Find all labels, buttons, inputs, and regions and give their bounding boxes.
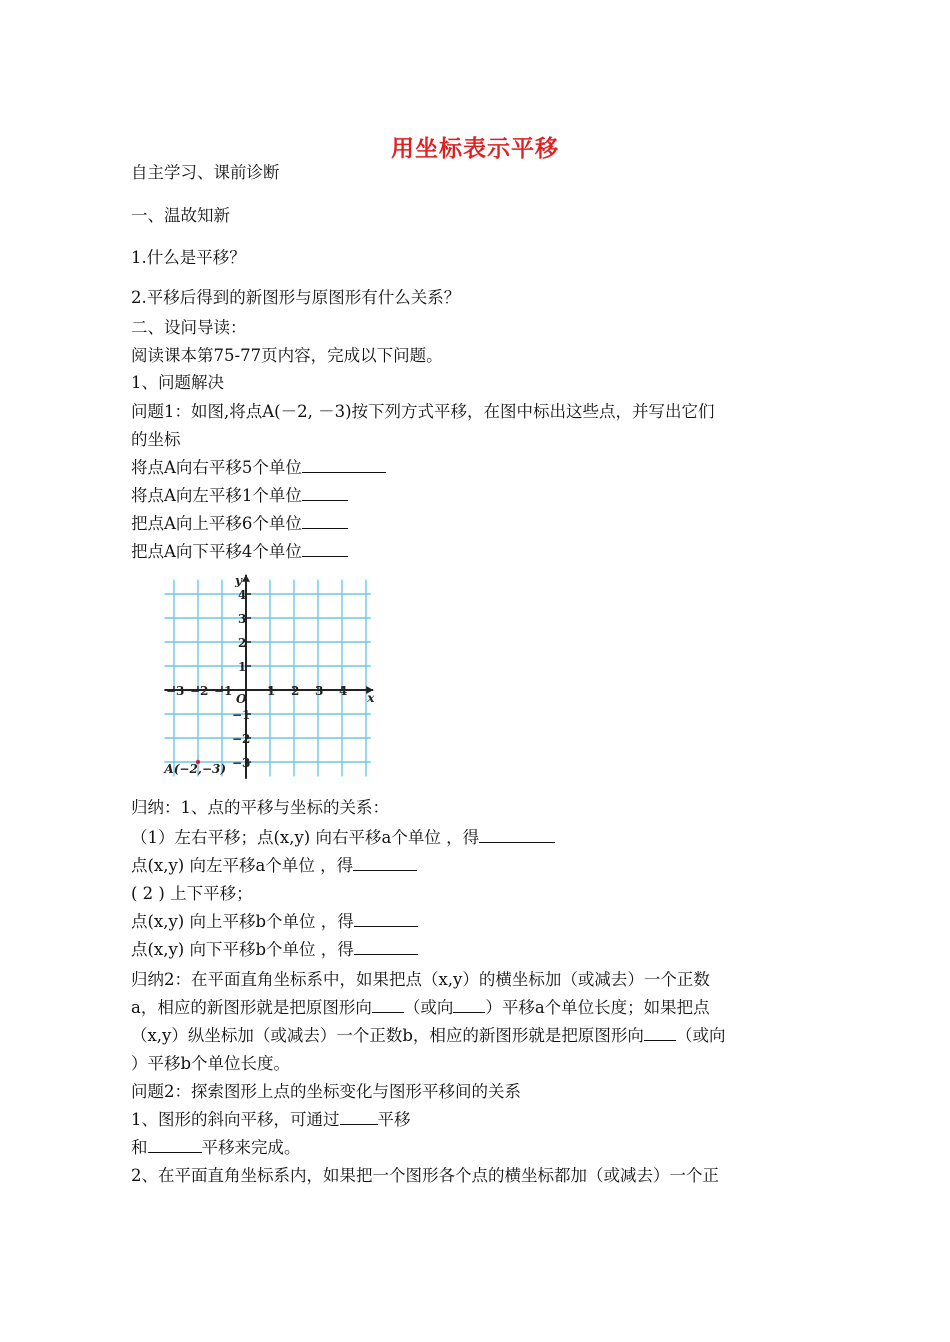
y-tick-label: −3 xyxy=(232,756,251,770)
tick-labels xyxy=(163,573,375,775)
answer-blank[interactable] xyxy=(148,1138,202,1153)
y-tick-label: 2 xyxy=(238,636,247,650)
item-text: 把点A向上平移6个单位 xyxy=(131,514,302,533)
problem-part: 平移 xyxy=(377,1110,411,1129)
summary-part: a，相应的新图形就是把原图形向 xyxy=(131,998,372,1017)
problem-text xyxy=(131,1138,301,1158)
rule-text: （1）左右平移；点(x,y) 向右平移a个单位 ，得 xyxy=(131,828,480,847)
y-tick-label: −1 xyxy=(232,708,251,722)
problem-part: 平移来完成。 xyxy=(201,1138,301,1157)
summary-part: （或向 xyxy=(675,1026,726,1045)
x-axis-label: x xyxy=(367,691,375,705)
problem-part: 1、图形的斜向平移，可通过 xyxy=(131,1110,340,1129)
answer-blank[interactable] xyxy=(302,542,348,557)
rule-line xyxy=(131,856,417,876)
x-tick-label: 3 xyxy=(315,684,324,698)
item-text: 将点A向右平移5个单位 xyxy=(131,458,302,477)
x-tick-label: 1 xyxy=(267,684,276,698)
rule-text: 点(x,y) 向左平移a个单位 ，得 xyxy=(131,856,354,875)
section-heading: 自主学习、课前诊断 xyxy=(131,163,280,182)
y-axis-arrow xyxy=(242,575,250,582)
translation-item xyxy=(131,486,348,506)
document-title: 用坐标表示平移 xyxy=(391,135,559,162)
x-tick-label: −2 xyxy=(190,684,209,698)
summary-text: ）平移b个单位长度。 xyxy=(131,1054,291,1073)
y-tick-label: 1 xyxy=(238,660,247,674)
summary-part: ）平移a个单位长度；如果把点 xyxy=(485,998,710,1017)
coordinate-grid-figure xyxy=(164,568,388,776)
rule-line xyxy=(131,828,555,848)
answer-blank[interactable] xyxy=(354,940,418,955)
rule-line xyxy=(131,940,418,960)
rule-heading: ( 2 ) 上下平移； xyxy=(131,884,253,903)
problem-text: 问题2：探索图形上点的坐标变化与图形平移间的关系 xyxy=(131,1082,521,1101)
x-tick-label: 4 xyxy=(339,684,348,698)
answer-blank[interactable] xyxy=(372,998,404,1013)
summary-text xyxy=(131,998,710,1018)
origin-label: O xyxy=(236,692,247,706)
subsection-heading: 二、设问导读： xyxy=(131,318,247,337)
answer-blank[interactable] xyxy=(302,458,386,473)
translation-item xyxy=(131,514,348,534)
rule-text: 点(x,y) 向上平移b个单位 ，得 xyxy=(131,912,354,931)
translation-item xyxy=(131,458,386,478)
x-tick-label: −3 xyxy=(166,684,185,698)
summary-heading: 归纳：1、点的平移与坐标的关系： xyxy=(131,798,389,817)
answer-blank[interactable] xyxy=(302,486,348,501)
problem-text: 问题1：如图,将点A(－2, －3)按下列方式平移，在图中标出这些点，并写出它们 xyxy=(131,402,715,421)
answer-blank[interactable] xyxy=(302,514,348,529)
answer-blank[interactable] xyxy=(340,1110,378,1125)
y-tick-label: −2 xyxy=(232,732,251,746)
y-tick-label: 3 xyxy=(238,612,247,626)
problem-text: 的坐标 xyxy=(131,430,181,449)
coordinate-grid xyxy=(164,568,388,776)
y-tick-label: 4 xyxy=(238,588,247,602)
rule-line xyxy=(131,912,418,932)
x-tick-label: 2 xyxy=(291,684,300,698)
question-text: 2.平移后得到的新图形与原图形有什么关系？ xyxy=(131,288,461,307)
summary-text: 归纳2：在平面直角坐标系中，如果把点（x,y）的横坐标加（或减去）一个正数 xyxy=(131,970,710,989)
instruction-text: 阅读课本第75-77页内容，完成以下问题。 xyxy=(131,346,443,365)
subsection-heading: 一、温故知新 xyxy=(131,206,230,225)
answer-blank[interactable] xyxy=(354,912,418,927)
answer-blank[interactable] xyxy=(353,856,417,871)
translation-item xyxy=(131,542,348,562)
question-text: 1.什么是平移？ xyxy=(131,248,246,267)
problem-part: 和 xyxy=(131,1138,148,1157)
point-a-label: A(−2,−3) xyxy=(164,761,227,776)
summary-part: （x,y）纵坐标加（或减去）一个正数b，相应的新图形就是把原图形向 xyxy=(131,1026,644,1045)
rule-text: 点(x,y) 向下平移b个单位 ，得 xyxy=(131,940,354,959)
summary-text xyxy=(131,1026,725,1046)
item-text: 把点A向下平移4个单位 xyxy=(131,542,302,561)
x-tick-label: −1 xyxy=(214,684,233,698)
answer-blank[interactable] xyxy=(479,828,555,843)
problem-text xyxy=(131,1110,411,1130)
answer-blank[interactable] xyxy=(644,1026,676,1041)
item-text: 将点A向左平移1个单位 xyxy=(131,486,302,505)
y-axis-label: y xyxy=(235,573,242,588)
answer-blank[interactable] xyxy=(453,998,485,1013)
grid-lines xyxy=(164,580,370,777)
summary-part: （或向 xyxy=(403,998,454,1017)
problem-text: 2、在平面直角坐标系内，如果把一个图形各个点的横坐标都加（或减去）一个正 xyxy=(131,1166,719,1185)
section-heading: 1、问题解决 xyxy=(131,373,224,392)
